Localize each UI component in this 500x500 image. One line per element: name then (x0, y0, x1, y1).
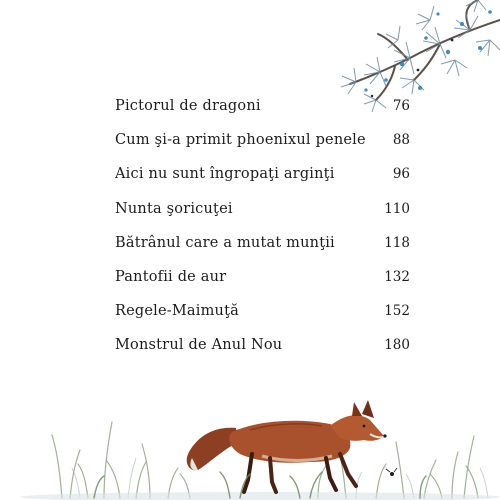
toc-entry[interactable] (115, 128, 410, 162)
fox (187, 400, 387, 492)
toc-entry-title: Regele-Maimuţă (115, 303, 239, 320)
fox-in-grass-illustration (0, 380, 500, 500)
toc-entry-title: Pantofii de aur (115, 268, 227, 285)
toc-entry[interactable] (115, 197, 410, 231)
toc-entry-title: Monstrul de Anul Nou (115, 337, 283, 354)
toc-entry[interactable] (115, 299, 410, 333)
toc-entry-page: 76 (392, 98, 410, 114)
toc-entry-title: Pictorul de dragoni (115, 98, 261, 114)
toc-entry[interactable] (115, 265, 410, 299)
toc-entry[interactable] (115, 94, 410, 128)
toc-entry-page: 118 (384, 234, 410, 251)
toc-entry-title: Cum şi-a primit phoenixul penele (115, 132, 366, 149)
toc-entry-title: Bătrânul care a mutat munţii (115, 234, 335, 251)
toc-entry-page: 180 (384, 337, 410, 354)
toc-entry-page: 96 (392, 166, 410, 183)
toc-entry-page: 88 (392, 132, 410, 149)
table-of-contents (115, 94, 410, 368)
toc-entry[interactable] (115, 162, 410, 196)
toc-entry[interactable] (115, 231, 410, 265)
toc-entry-title: Aici nu sunt îngropaţi arginţi (115, 166, 335, 183)
toc-entry-page: 152 (384, 303, 410, 320)
toc-entry-page: 110 (384, 200, 410, 217)
toc-entry-title: Nunta şoricuţei (115, 200, 233, 217)
toc-entry-page: 132 (384, 268, 410, 285)
toc-entry[interactable] (115, 333, 410, 367)
